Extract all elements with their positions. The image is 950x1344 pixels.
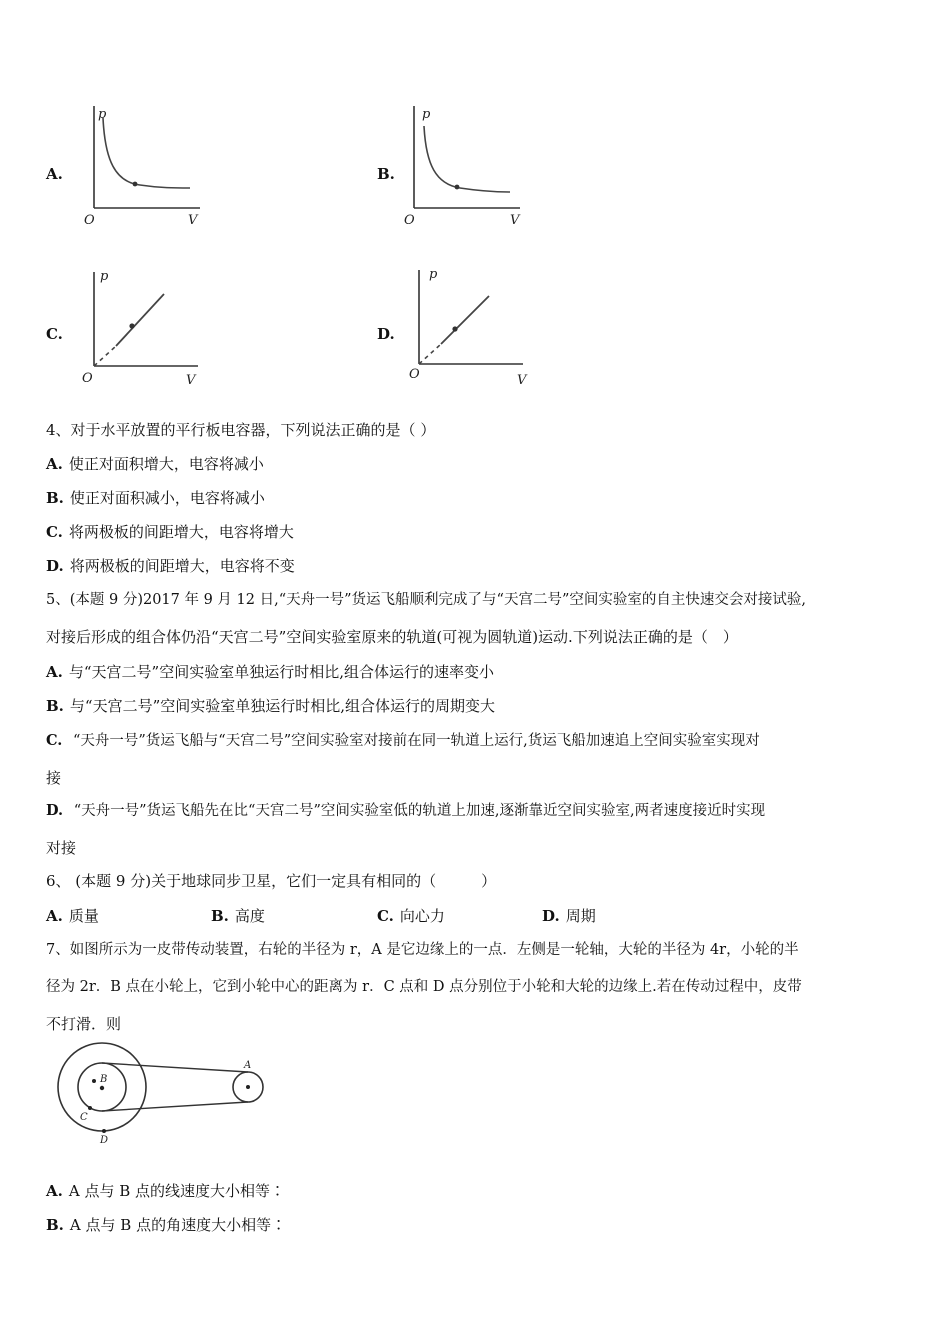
- graph-b-y-label: p: [422, 107, 431, 122]
- q5-option-d-line2: 对接: [46, 839, 77, 857]
- diagram-label-c: C: [80, 1112, 88, 1123]
- q6-option-b-text: 高度: [234, 907, 265, 925]
- q6-option-b: [211, 905, 265, 926]
- q5-option-a-text: 与“天宫二号”空间实验室单独运行时相比,组合体运行的速率变小: [68, 663, 494, 681]
- graph-option-d: [405, 262, 535, 391]
- q5-option-c-line1: [46, 731, 760, 751]
- q4-option-c-text: 将两极板的间距增大，电容将增大: [68, 523, 294, 541]
- q4-option-b: [46, 488, 265, 508]
- graph-a-y-label: p: [98, 107, 107, 122]
- graph-a-origin: O: [84, 213, 95, 228]
- q4-option-a-letter: A.: [46, 455, 63, 473]
- q6-option-d-letter: D.: [542, 907, 560, 925]
- graph-option-c: [80, 262, 210, 391]
- graph-c-origin: O: [82, 371, 93, 386]
- belt-drive-diagram: [52, 1042, 272, 1151]
- graph-c-y-label: p: [100, 269, 109, 284]
- q4-option-c-letter: C.: [46, 523, 63, 541]
- q5-option-a-letter: A.: [46, 663, 63, 681]
- q4-option-a-text: 使正对面积增大，电容将减小: [68, 455, 264, 473]
- q5-option-d-text-line1: “天舟一号”货运飞船先在比“天宫二号”空间实验室低的轨道上加速,逐渐靠近空间实验室,两者速度接近时实现: [69, 803, 766, 819]
- q5-option-c-line2: 接: [46, 769, 62, 787]
- q6-option-d: [542, 905, 596, 926]
- graph-b-x-label: V: [510, 213, 520, 228]
- q7-option-b: [46, 1215, 286, 1235]
- q5-option-b: [46, 696, 495, 716]
- q6-stem: 6、 (本题 9 分)关于地球同步卫星，它们一定具有相同的（ ）: [46, 872, 497, 890]
- q6-option-a-letter: A.: [46, 907, 63, 925]
- q7-stem-line3: 不打滑．则: [46, 1015, 122, 1033]
- graph-d-x-label: V: [517, 373, 527, 388]
- q6-option-c-letter: C.: [377, 907, 394, 925]
- graph-option-a: [80, 100, 210, 229]
- q5-option-b-letter: B.: [46, 697, 64, 715]
- graph-option-a-letter: A.: [46, 165, 63, 183]
- graph-a-x-label: V: [188, 213, 198, 228]
- q6-option-d-text: 周期: [565, 907, 596, 925]
- q5-option-c-text-line1: “天舟一号”货运飞船与“天宫二号”空间实验室对接前在同一轨道上运行,货运飞船加速追上空间实验室实现对: [68, 733, 760, 749]
- q5-stem-line1: 5、(本题 9 分)2017 年 9 月 12 日,“天舟一号”货运飞船顺利完成了与“天宫二号”空间实验室的自主快速交会对接试验,: [46, 592, 806, 608]
- q7-option-a-letter: A.: [46, 1182, 63, 1200]
- q6-option-b-letter: B.: [211, 907, 229, 925]
- graph-d-origin: O: [409, 367, 420, 382]
- q5-stem-line2: 对接后形成的组合体仍沿“天宫二号”空间实验室原来的轨道(可视为圆轨道)运动.下列说法正确的是（ ）: [46, 628, 738, 646]
- q5-option-d-letter: D.: [46, 802, 64, 819]
- q7-option-b-letter: B.: [46, 1216, 64, 1234]
- q7-option-b-text: A 点与 B 点的角速度大小相等∶: [69, 1216, 287, 1234]
- q4-option-c: [46, 522, 294, 542]
- graph-option-b-letter: B.: [377, 165, 395, 183]
- diagram-label-b: B: [100, 1074, 108, 1085]
- q4-option-b-letter: B.: [46, 489, 64, 507]
- graph-option-c-letter: C.: [46, 325, 63, 343]
- q7-stem-line2: 径为 2r．B 点在小轮上，它到小轮中心的距离为 r．C 点和 D 点分别位于小轮和大轮的边缘上.若在传动过程中，皮带: [46, 979, 802, 995]
- graph-option-d-letter: D.: [377, 325, 395, 343]
- q4-option-d: [46, 556, 295, 576]
- graph-b-origin: O: [404, 213, 415, 228]
- q5-option-c-letter: C.: [46, 732, 63, 749]
- q6-option-c: [377, 905, 445, 926]
- q5-option-b-text: 与“天宫二号”空间实验室单独运行时相比,组合体运行的周期变大: [69, 697, 496, 715]
- q4-option-a: [46, 454, 264, 474]
- q4-option-b-text: 使正对面积减小，电容将减小: [69, 489, 265, 507]
- q5-option-d-line1: [46, 801, 765, 821]
- q4-option-d-letter: D.: [46, 557, 64, 575]
- q6-option-a: [46, 905, 99, 926]
- q4-stem: 4、对于水平放置的平行板电容器，下列说法正确的是（ ）: [46, 421, 436, 439]
- diagram-label-a: A: [244, 1060, 252, 1071]
- q4-option-d-text: 将两极板的间距增大，电容将不变: [69, 557, 295, 575]
- q7-option-a: [46, 1181, 285, 1201]
- q5-option-a: [46, 662, 494, 682]
- q7-option-a-text: A 点与 B 点的线速度大小相等∶: [68, 1182, 286, 1200]
- q7-stem-line1: 7、如图所示为一皮带传动装置，右轮的半径为 r，A 是它边缘上的一点．左侧是一轮轴，大轮的半径为 4r，小轮的半: [46, 942, 799, 958]
- graph-c-x-label: V: [186, 373, 196, 388]
- graph-d-y-label: p: [429, 267, 438, 282]
- diagram-label-d: D: [100, 1135, 109, 1146]
- q6-option-a-text: 质量: [68, 907, 99, 925]
- graph-option-b: [400, 100, 530, 229]
- q6-option-c-text: 向心力: [399, 907, 445, 925]
